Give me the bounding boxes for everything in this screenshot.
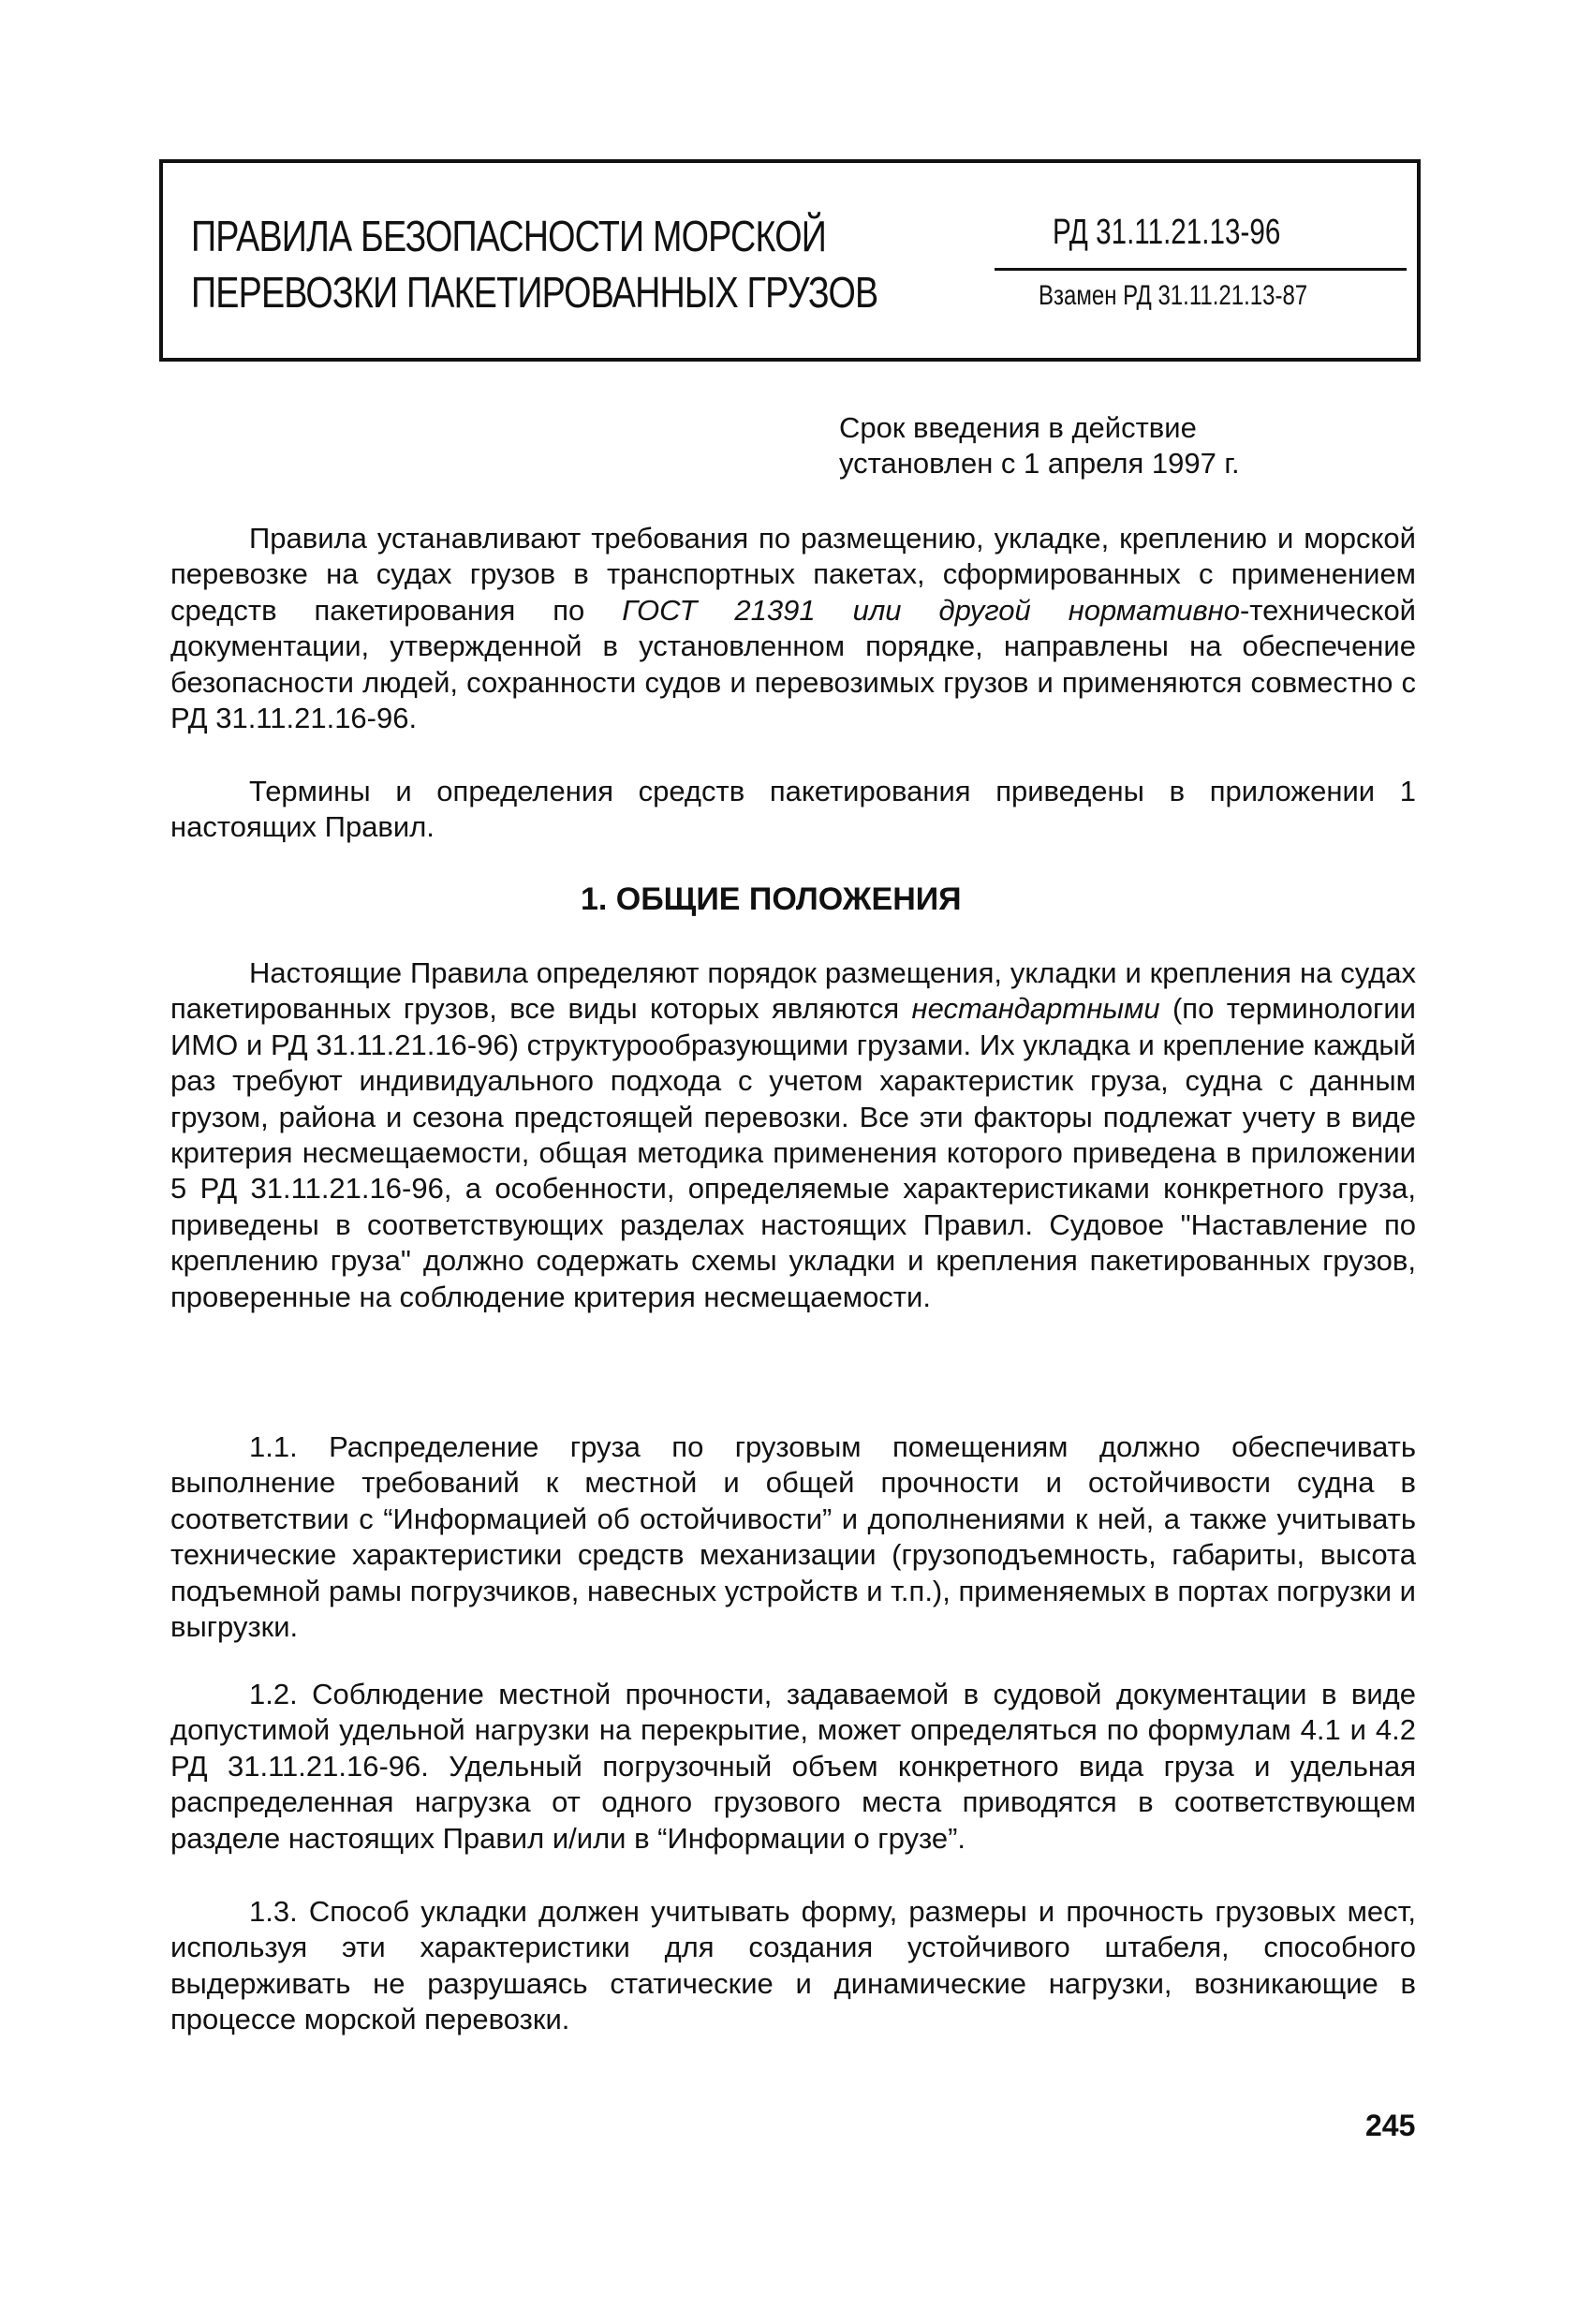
intro-p1-text-b: -технической документации, утвержденной в установленном порядке, направлены на обеспечение безопасности людей, сохранности судов и перевозимых грузов и применяются совместно с РД 31.11.21.16-96.: [170, 593, 1416, 735]
section-p0-text-b: (по терминологии ИМО и РД 31.11.21.16-96) структурообразующими грузами. Их укладка и крепление каждый раз требуют индивидуального подхода с учетом характеристик груза, судна с данным грузом, района и сезона предстоящей перевозки. Все эти факторы подлежат учету в виде критерия несмещаемости, общая методика применения которого приведена в приложении 5 РД 31.11.21.16-96, а особенности, определяемые характеристиками конкретного груза, приведены в соответствующих разделах настоящих Правил. Судовое "Наставление по креплению груза" должно содержать схемы укладки и крепления пакетированных грузов, проверенные на соблюдение критерия несмещаемости.: [170, 992, 1416, 1313]
clause-1-1: 1.1. Распределение груза по грузовым помещениям должно обеспечивать выполнение требований к местной и общей прочности и остойчивости судна в соответствии с “Информацией об остойчивости” и дополнениями к ней, а также учитывать технические характеристики средств механизации (грузоподъемность, габариты, высота подъемной рамы погрузчиков, навесных устройств и т.п.), применяемых в портах погрузки и выгрузки.: [170, 1430, 1416, 1644]
section-heading: 1. ОБЩИЕ ПОЛОЖЕНИЯ: [581, 881, 962, 917]
document-code: РД 31.11.21.13-96: [1053, 213, 1281, 252]
code-divider: [995, 268, 1407, 271]
document-header-box: [159, 159, 1421, 362]
clause-1-3: 1.3. Способ укладки должен учитывать форму, размеры и прочность грузовых мест, используя эти характеристики для создания устойчивого штабеля, способного выдерживать не разрушаясь статические и динамические нагрузки, возникающие в процессе морской перевозки.: [170, 1895, 1416, 2036]
intro-p1-italic: ГОСТ 21391 или другой нормативно: [622, 593, 1240, 627]
effective-date-line-1: Срок введения в действие: [839, 411, 1197, 444]
document-title-line-2: ПЕРЕВОЗКИ ПАКЕТИРОВАННЫХ ГРУЗОВ: [191, 268, 878, 317]
document-title: [191, 208, 877, 320]
intro-p1-text-a: Правила устанавливают требования по размещению, укладке, креплению и морской перевозке на судах грузов в транспортных пакетах, сформированных с применением средств пакетирования по: [170, 522, 1416, 627]
intro-paragraph-terms: Термины и определения средств пакетирования приведены в приложении 1 настоящих Правил.: [170, 775, 1416, 844]
intro-paragraph-scope: [170, 521, 1416, 736]
section-p0-italic: нестандартными: [911, 992, 1160, 1026]
effective-date-line-2: установлен с 1 апреля 1997 г.: [839, 447, 1240, 480]
document-title-line-1: ПРАВИЛА БЕЗОПАСНОСТИ МОРСКОЙ: [191, 212, 827, 260]
page-number: 245: [1365, 2109, 1416, 2142]
section-intro-paragraph: [170, 955, 1416, 1315]
clause-1-2: 1.2. Соблюдение местной прочности, задаваемой в судовой документации в виде допустимой удельной нагрузки на перекрытие, может определяться по формулам 4.1 и 4.2 РД 31.11.21.16-96. Удельный погрузочный объем конкретного вида груза и удельная распределенная нагрузка от одного грузового места приводятся в соответствующем разделе настоящих Правил и/или в “Информации о грузе”.: [170, 1678, 1416, 1855]
replaces-document-code: Взамен РД 31.11.21.13-87: [1039, 280, 1308, 311]
section-p0-text-a: Настоящие Правила определяют порядок размещения, укладки и крепления на судах пакетированных грузов, все виды которых являются: [170, 956, 1416, 1026]
effective-date: [839, 410, 1240, 481]
